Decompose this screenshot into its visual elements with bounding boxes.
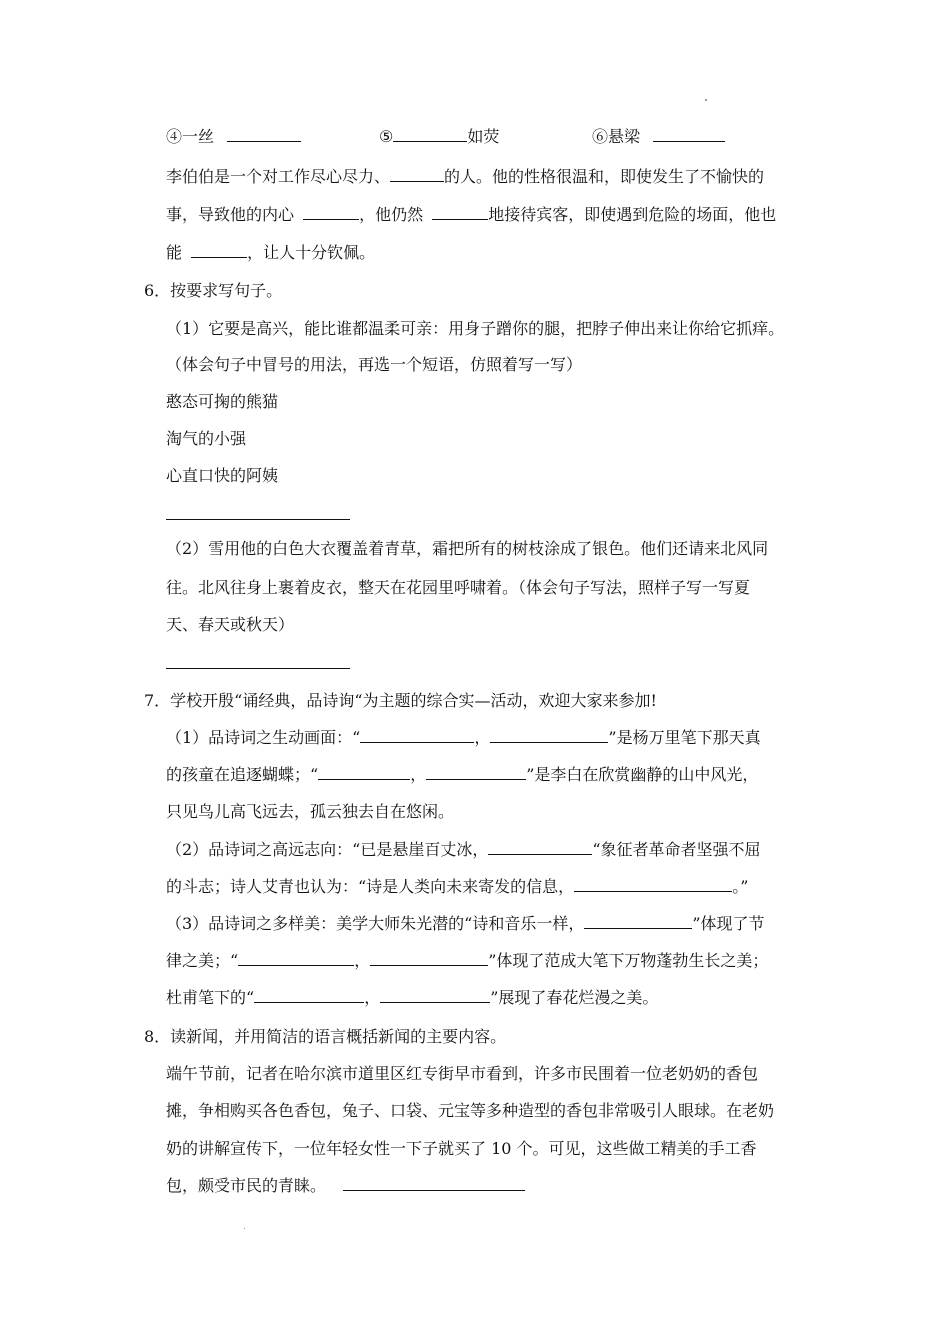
q6-s2-line1: （2）雪用他的白色大衣覆盖着青草，霜把所有的树枝涂成了银色。他们还请来北风同 bbox=[166, 539, 769, 558]
answer-blank[interactable] bbox=[426, 764, 526, 780]
q7-p1-line1: （1）品诗词之生动画面：“ ， ”是杨万里笔下那天真 bbox=[166, 728, 761, 747]
para5-line1: 李伯伯是一个对工作尽心尽力、 的人。他的性格很温和，即使发生了不愉快的 bbox=[166, 167, 765, 186]
q6-title: 6．按要求写句子。 bbox=[144, 281, 283, 300]
q6-s2-line2: 往。北风往身上裹着皮衣，整天在花园里呼啸着。（体会句子写法，照样子写一写夏 bbox=[166, 578, 751, 597]
answer-blank[interactable] bbox=[490, 727, 608, 743]
answer-blank[interactable] bbox=[574, 876, 732, 892]
answer-blank[interactable] bbox=[318, 764, 410, 780]
item-5-text: ⑤ bbox=[379, 127, 394, 146]
q6-s1-line2: （体会句子中冒号的用法，再选一个短语，仿照着写一写） bbox=[166, 355, 583, 374]
answer-blank[interactable] bbox=[488, 839, 592, 855]
answer-blank[interactable] bbox=[653, 126, 725, 142]
q6-answer-line-1[interactable] bbox=[166, 519, 350, 520]
q6-s2-line3: 天、春天或秋天） bbox=[166, 615, 295, 634]
item-5-suffix: 如荧 bbox=[467, 127, 500, 146]
item-6-text: ⑥悬梁 bbox=[592, 127, 641, 146]
q7-p3-line1: （3）品诗词之多样美：美学大师朱光潜的“诗和音乐一样， ”体现了节 bbox=[166, 914, 765, 933]
q7-title: 7．学校开殷“诵经典，品诗询“为主题的综合实—活动，欢迎大家来参加! bbox=[144, 691, 657, 710]
answer-blank[interactable] bbox=[393, 126, 467, 142]
scan-dot bbox=[705, 99, 707, 101]
q7-p2-line1: （2）品诗词之高远志向：“已是悬崖百丈冰， “象征者革命者坚强不屈 bbox=[166, 840, 761, 859]
answer-blank[interactable] bbox=[432, 204, 488, 220]
q6-option-1: 憨态可掬的熊猫 bbox=[166, 392, 279, 411]
q8-line4: 包，颇受市民的青睐。 bbox=[166, 1175, 525, 1197]
para5-line3: 能 ，让人十分钦佩。 bbox=[166, 243, 376, 262]
q8-title: 8．读新闻，并用简洁的语言概括新闻的主要内容。 bbox=[144, 1027, 507, 1046]
q7-p1-line3: 只见鸟儿高飞远去，孤云独去自在悠闲。 bbox=[166, 802, 455, 821]
item-5 bbox=[379, 126, 499, 148]
item-4-text: ④一丝 bbox=[166, 127, 215, 146]
answer-blank[interactable] bbox=[390, 166, 444, 182]
answer-blank[interactable] bbox=[238, 950, 354, 966]
q6-s1-line1: （1）它要是高兴，能比谁都温柔可亲：用身子蹭你的腿，把脖子伸出来让你给它抓痒。 bbox=[166, 319, 785, 338]
answer-blank[interactable] bbox=[380, 987, 490, 1003]
answer-blank[interactable] bbox=[360, 727, 474, 743]
answer-blank[interactable] bbox=[191, 242, 247, 258]
q7-p2-line2: 的斗志；诗人艾青也认为：“诗是人类向未来寄发的信息， 。” bbox=[166, 877, 749, 896]
q8-line1: 端午节前，记者在哈尔滨市道里区红专街早市看到，许多市民围着一位老奶奶的香包 bbox=[166, 1064, 759, 1083]
answer-blank[interactable] bbox=[584, 913, 692, 929]
item-4 bbox=[166, 126, 301, 148]
q6-option-3: 心直口快的阿姨 bbox=[166, 466, 279, 485]
scan-dot bbox=[244, 1228, 245, 1229]
item-6 bbox=[592, 126, 725, 148]
answer-blank[interactable] bbox=[343, 1175, 525, 1191]
q7-p3-line2: 律之美；“ ， ”体现了范成大笔下万物蓬勃生长之美； bbox=[166, 951, 769, 970]
answer-blank[interactable] bbox=[254, 987, 364, 1003]
q6-option-2: 淘气的小强 bbox=[166, 429, 247, 448]
q7-p3-line3: 杜甫笔下的“ ， ”展现了春花烂漫之美。 bbox=[166, 988, 659, 1007]
q8-line2: 摊，争相购买各色香包，兔子、口袋、元宝等多种造型的香包非常吸引人眼球。在老奶 bbox=[166, 1101, 775, 1120]
q6-answer-line-2[interactable] bbox=[166, 668, 350, 669]
answer-blank[interactable] bbox=[227, 126, 301, 142]
q7-p1-line2: 的孩童在追逐蝴蝶；“ ， ”是李白在欣赏幽静的山中风光， bbox=[166, 765, 759, 784]
answer-blank[interactable] bbox=[370, 950, 488, 966]
q8-line3: 奶的讲解宣传下，一位年轻女性一下子就买了 10 个。可见，这些做工精美的手工香 bbox=[166, 1139, 757, 1158]
para5-line2: 事，导致他的内心 ，他仍然 地接待宾客，即使遇到危险的场面，他也 bbox=[166, 205, 777, 224]
answer-blank[interactable] bbox=[303, 204, 359, 220]
